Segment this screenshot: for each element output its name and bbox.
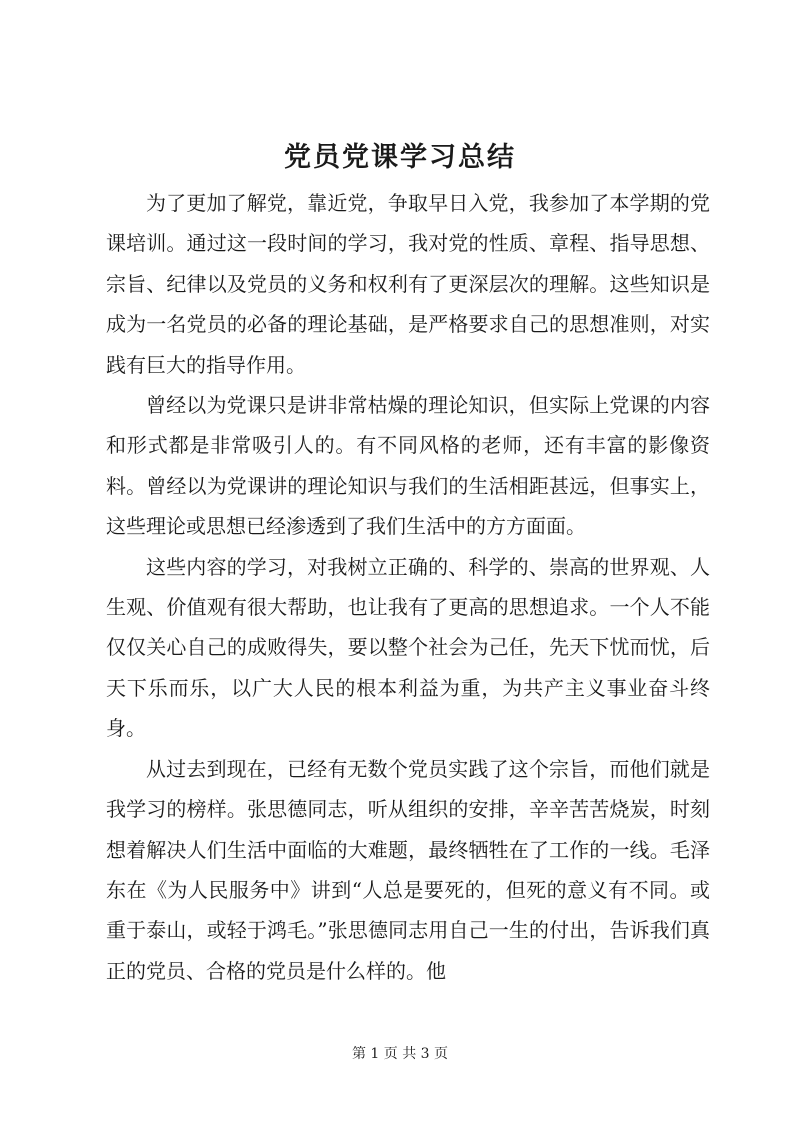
- paragraph-4: 从过去到现在，已经有无数个党员实践了这个宗旨，而他们就是我学习的榜样。张思德同志，听从组织的安排，辛辛苦苦烧炭，时刻想着解决人们生活中面临的大难题，最终牺牲在了工作的一线。毛泽东在《为人民服务中》讲到“人总是要死的，但死的意义有不同。或重于泰山，或轻于鸿毛。”张思德同志用自己一生的付出，告诉我们真正的党员、合格的党员是什么样的。他: [106, 756, 710, 983]
- page-footer: 第 1 页 共 3 页: [351, 1046, 449, 1062]
- document-title: 党员党课学习总结: [284, 142, 516, 173]
- paragraph-3: 这些内容的学习，对我树立正确的、科学的、崇高的世界观、人生观、价值观有很大帮助，也让我有了更高的思想追求。一个人不能仅仅关心自己的成败得失，要以整个社会为己任，先天下忧而忧，后天下乐而乐，以广大人民的根本利益为重，为共产主义事业奋斗终身。: [106, 554, 710, 741]
- document-body: [106, 183, 710, 991]
- paragraph-2: 曾经以为党课只是讲非常枯燥的理论知识，但实际上党课的内容和形式都是非常吸引人的。有不同风格的老师，还有丰富的影像资料。曾经以为党课讲的理论知识与我们的生活相距甚远，但事实上，这些理论或思想已经渗透到了我们生活中的方方面面。: [106, 393, 710, 539]
- paragraph-1: 为了更加了解党，靠近党，争取早日入党，我参加了本学期的党课培训。通过这一段时间的学习，我对党的性质、章程、指导思想、宗旨、纪律以及党员的义务和权利有了更深层次的理解。这些知识是成为一名党员的必备的理论基础，是严格要求自己的思想准则，对实践有巨大的指导作用。: [106, 191, 710, 377]
